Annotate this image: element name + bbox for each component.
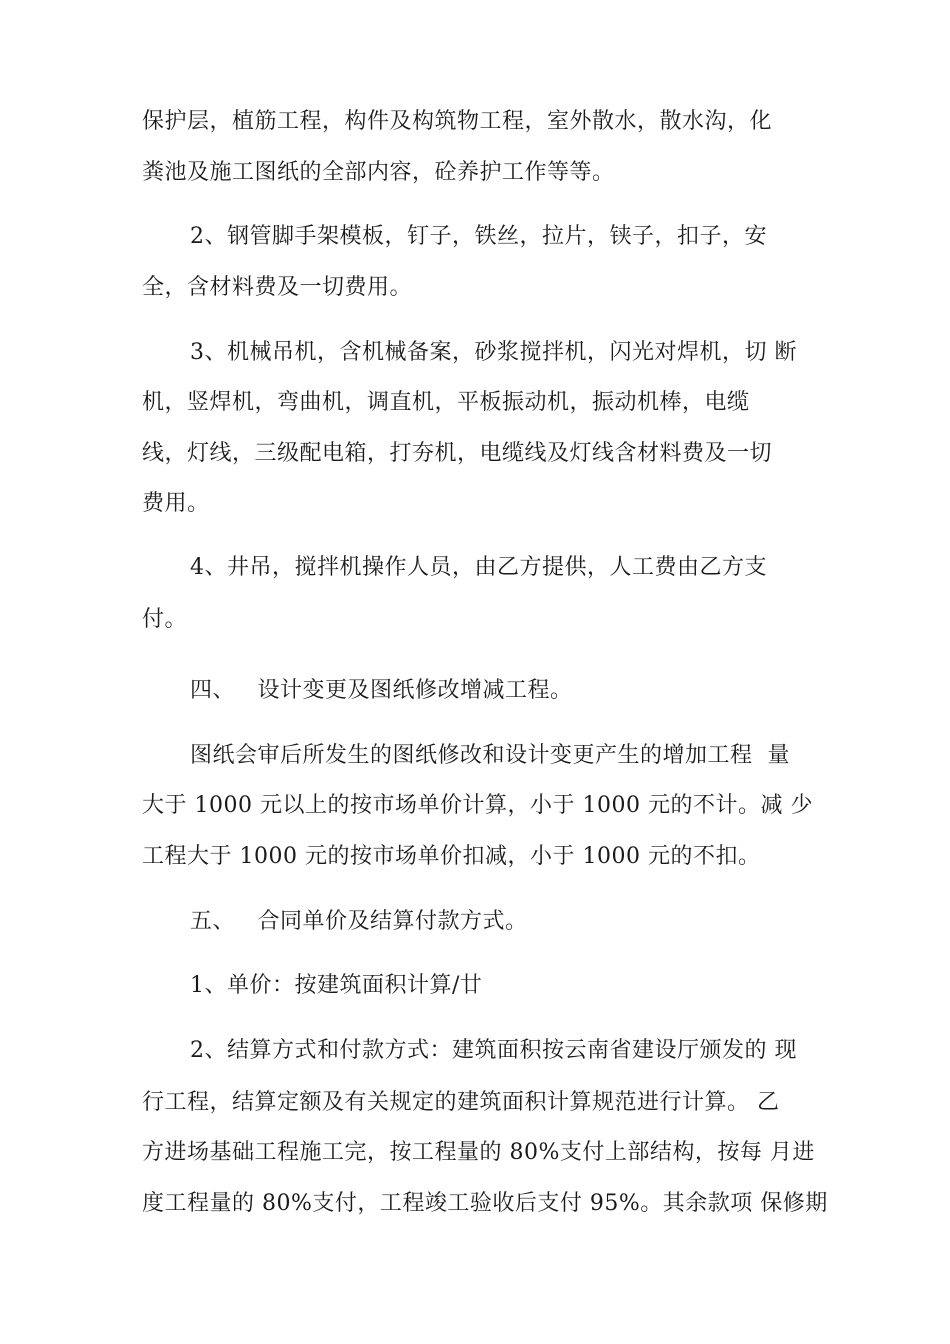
text-line: 方进场基础工程施工完，按工程量的 80%支付上部结构，按每 月进 — [142, 1140, 815, 1165]
text-line: 工程大于 1000 元的按市场单价扣减，小于 1000 元的不扣。 — [142, 844, 761, 869]
text-line: 图纸会审后所发生的图纸修改和设计变更产生的增加工程 量 — [190, 743, 790, 768]
text-line: 保护层，植筋工程，构件及构筑物工程，室外散水，散水沟，化 — [142, 109, 773, 134]
text-line: 机，竖焊机，弯曲机，调直机，平板振动机，振动机棒，电缆 — [142, 390, 750, 415]
text-line: 费用。 — [142, 491, 210, 516]
section-heading: 四、 设计变更及图纸修改增减工程。 — [190, 678, 573, 703]
text-line: 全，含材料费及一切费用。 — [142, 275, 413, 300]
text-line: 1、单价：按建筑面积计算/廿 — [190, 973, 483, 998]
text-line: 付。 — [142, 607, 188, 632]
text-line: 3、机械吊机，含机械备案，砂浆搅拌机，闪光对焊机，切 断 — [190, 340, 797, 365]
text-line: 粪池及施工图纸的全部内容，砼养护工作等等。 — [142, 160, 615, 185]
text-line: 2、钢管脚手架模板，钉子，铁丝，拉片，铗子，扣子，安 — [190, 224, 767, 249]
text-line: 行工程，结算定额及有关规定的建筑面积计算规范进行计算。 乙 — [142, 1090, 780, 1115]
text-line: 大于 1000 元以上的按市场单价计算，小于 1000 元的不计。减 少 — [142, 793, 813, 818]
text-line: 线，灯线，三级配电箱，打夯机，电缆线及灯线含材料费及一切 — [142, 441, 773, 466]
text-line: 2、结算方式和付款方式：建筑面积按云南省建设厅颁发的 现 — [190, 1038, 797, 1063]
text-line: 4、井吊，搅拌机操作人员，由乙方提供，人工费由乙方支 — [190, 555, 767, 580]
text-line: 度工程量的 80%支付，工程竣工验收后支付 95%。其余款项 保修期 — [142, 1191, 828, 1216]
section-heading: 五、 合同单价及结算付款方式。 — [190, 909, 528, 934]
